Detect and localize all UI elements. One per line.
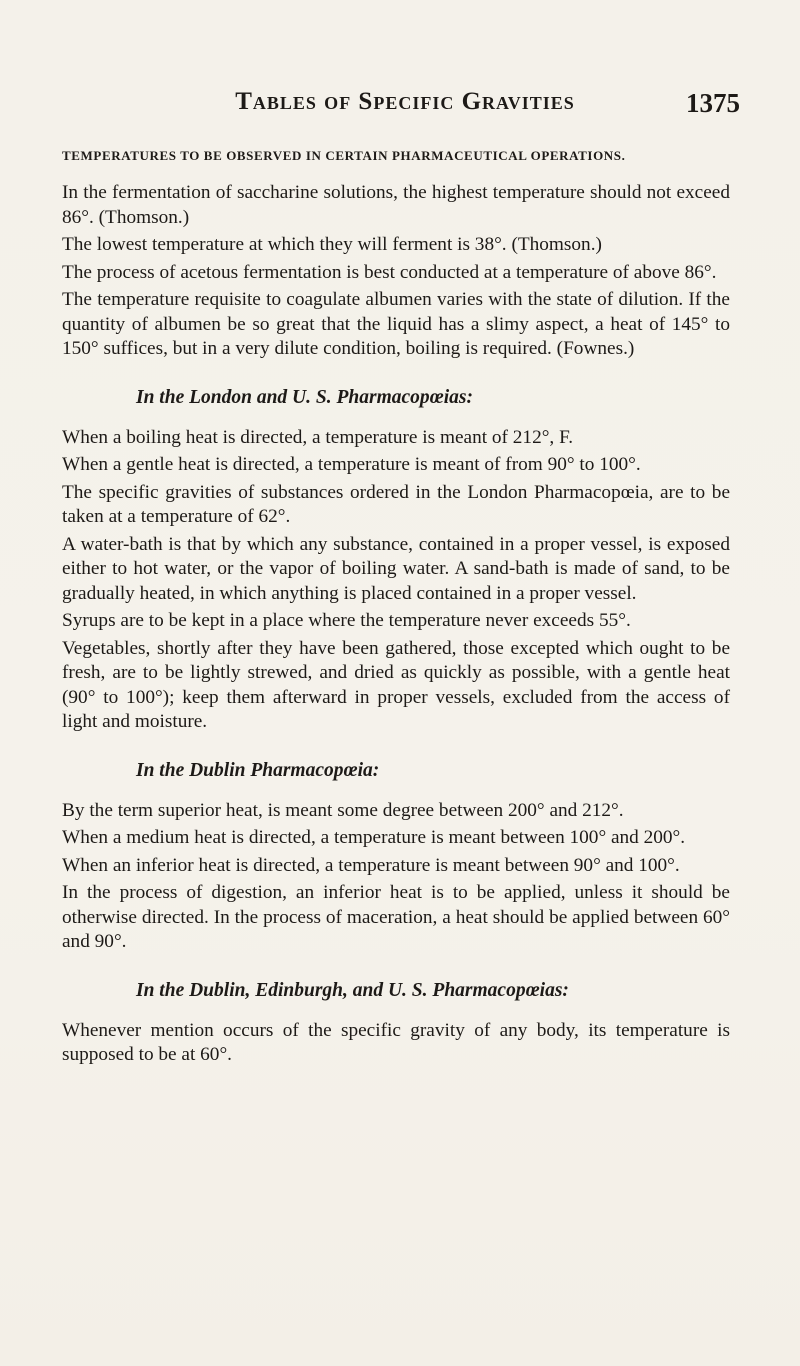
paragraph: The process of acetous fermentation is best conducted at a temperature of above 86°. xyxy=(62,261,717,283)
subheading-combined: In the Dublin, Edinburgh, and U. S. Pharmacopœias: xyxy=(136,979,569,1001)
running-head xyxy=(70,88,740,118)
paragraph: A water-bath is that by which any substance, contained in a proper vessel, is exposed either to hot water, or the vapor of boiling water. A sand-bath is made of sand, to be gradually heated, in which anything is placed contained in a proper vessel. xyxy=(62,533,730,604)
page-body xyxy=(62,148,730,1071)
paragraph: Vegetables, shortly after they have been gathered, those excepted which ought to be fresh, are to be lightly strewed, and dried as quickly as possible, with a gentle heat (90° to 100°); keep them afterward in proper vessels, excluded from the access of light and moisture. xyxy=(62,637,730,732)
page-number: 1375 xyxy=(686,88,740,118)
paragraph: Syrups are to be kept in a place where the temperature never exceeds 55°. xyxy=(62,610,631,631)
paragraph: In the process of digestion, an inferior heat is to be applied, unless it should be otherwise directed. In the process of maceration, a heat should be applied between 60° and 90°. xyxy=(62,882,730,952)
subheading-dublin: In the Dublin Pharmacopœia: xyxy=(136,759,380,781)
paragraph: When a medium heat is directed, a temperature is meant between 100° and 200°. xyxy=(62,827,686,848)
paragraph: The temperature requisite to coagulate albumen varies with the state of dilution. If the quantity of albumen be so great that the liquid has a slimy aspect, a heat of 145° to 150° suffices, but in a very dilute condition, boiling is required. (Fownes.) xyxy=(62,289,730,359)
running-title: Tables of Specific Gravities xyxy=(235,88,575,115)
section-heading: TEMPERATURES TO BE OBSERVED IN CERTAIN PHARMACEUTICAL OPERATIONS. xyxy=(62,148,626,163)
paragraph: When an inferior heat is directed, a temperature is meant between 90° and 100°. xyxy=(62,854,680,876)
paragraph: The lowest temperature at which they will ferment is 38°. (Thomson.) xyxy=(62,234,602,255)
paragraph: In the fermentation of saccharine solutions, the highest temperature should not exceed 86°. (Thomson.) xyxy=(62,182,730,228)
paragraph: When a boiling heat is directed, a temperature is meant of 212°, F. xyxy=(62,426,574,448)
paragraph: The specific gravities of substances ordered in the London Pharmacopœia, are to be taken at a temperature of 62°. xyxy=(62,481,730,527)
subheading-london: In the London and U. S. Pharmacopœias: xyxy=(136,386,473,408)
paragraph: By the term superior heat, is meant some degree between 200° and 212°. xyxy=(62,799,624,821)
paragraph: Whenever mention occurs of the specific gravity of any body, its temperature is supposed to be at 60°. xyxy=(62,1019,730,1065)
paragraph: When a gentle heat is directed, a temperature is meant of from 90° to 100°. xyxy=(62,454,641,475)
